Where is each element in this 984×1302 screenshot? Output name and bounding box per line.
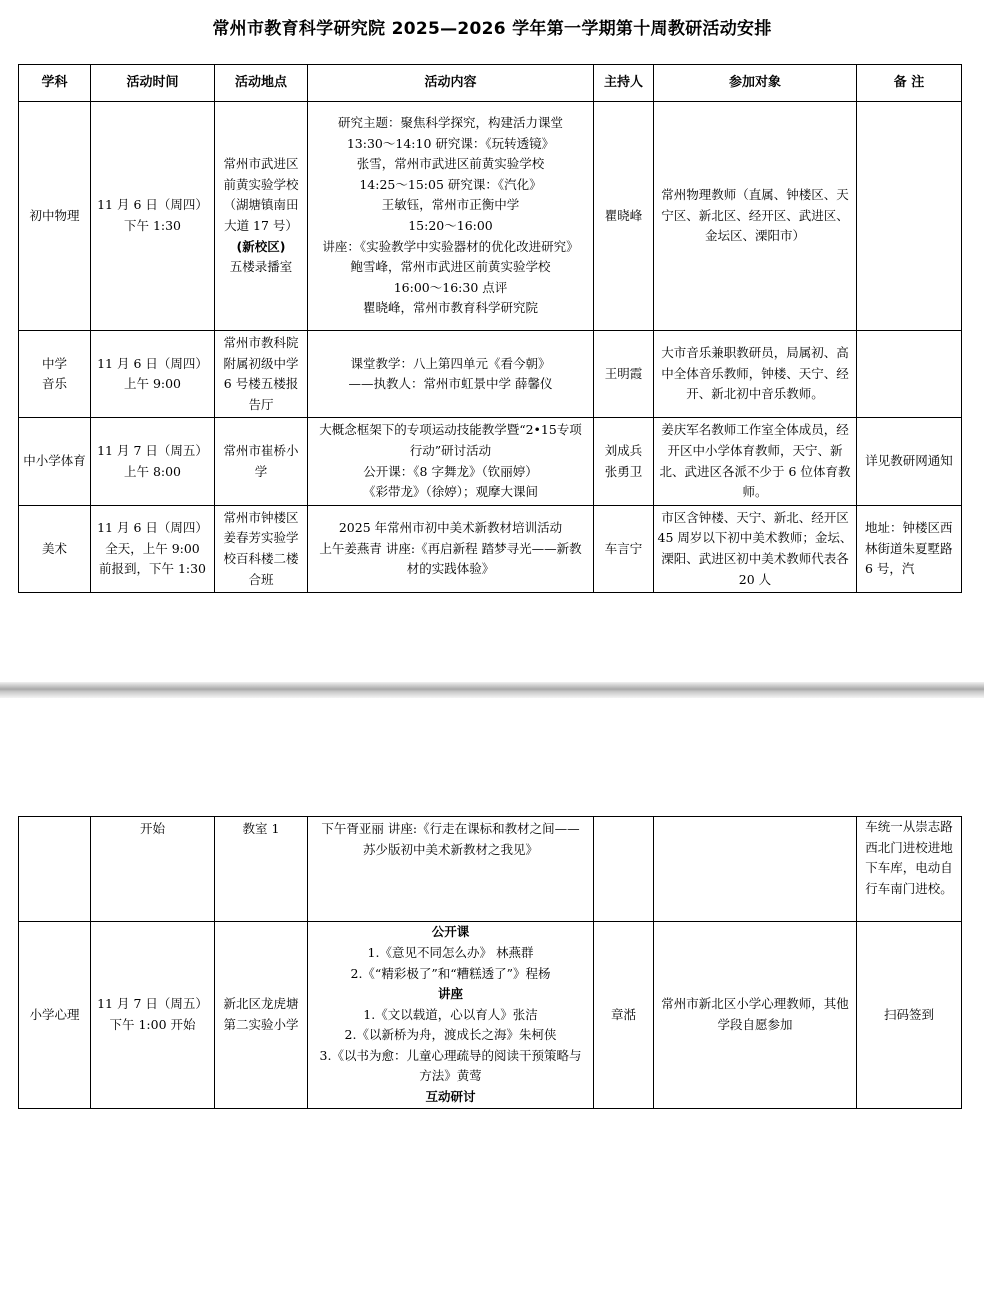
time-cell: 11 月 6 日（周四） 全天，上午 9:00 前报到，下午 1:30 — [91, 505, 215, 592]
table-row — [19, 102, 962, 331]
schedule-table-page1 — [18, 64, 962, 593]
content-heading: 公开课 — [431, 924, 470, 940]
subject-cell: 美术 — [19, 505, 91, 592]
participants-cell: 姜庆军名教师工作室全体成员，经开区中小学体育教师，天宁、新北、武进区各派不少于 6 位体育教师。 — [654, 418, 857, 505]
table-row — [19, 817, 962, 922]
header-note: 备 注 — [857, 65, 962, 102]
content-cell: 公开课 1.《意见不同怎么办》 林燕群 2.《“精彩极了”和“糟糕透了”》程杨 讲座 1.《文以载道，心以育人》张洁 2.《以新桥为舟，渡成长之海》朱柯侠 3.《以书为愈：儿童心理疏导的阅读干预策略与方法》黄莺 互动研讨 — [308, 922, 594, 1109]
host-cell: 刘成兵 张勇卫 — [594, 418, 654, 505]
participants-cell: 大市音乐兼职教研员，局属初、高中全体音乐教师，钟楼、天宁、经开、新北初中音乐教师。 — [654, 331, 857, 418]
host-cell — [594, 817, 654, 922]
place-cell: 新北区龙虎塘第二实验小学 — [215, 922, 308, 1109]
host-cell: 瞿晓峰 — [594, 102, 654, 331]
subject-cell: 小学心理 — [19, 922, 91, 1109]
table-row — [19, 331, 962, 418]
schedule-table-page2 — [18, 816, 962, 1109]
subject-cell — [19, 817, 91, 922]
place-cell: 教室 1 — [215, 817, 308, 922]
page-break-divider — [0, 682, 984, 698]
header-row — [19, 65, 962, 102]
table-row — [19, 922, 962, 1109]
subject-cell: 中学音乐 — [19, 331, 91, 418]
time-cell: 11 月 7 日（周五） 上午 8:00 — [91, 418, 215, 505]
place-room: 五楼录播室 — [229, 259, 293, 275]
header-participants: 参加对象 — [654, 65, 857, 102]
place-campus: (新校区) — [236, 238, 286, 254]
note-cell: 地址：钟楼区西林街道朱夏墅路 6 号，汽 — [857, 505, 962, 592]
content-cell: 2025 年常州市初中美术新教材培训活动 上午姜燕青 讲座:《再启新程 踏梦寻光——新教材的实践体验》 — [308, 505, 594, 592]
time-cell: 开始 — [91, 817, 215, 922]
place-cell: 常州市钟楼区姜春芳实验学校百科楼二楼合班 — [215, 505, 308, 592]
header-place: 活动地点 — [215, 65, 308, 102]
time-cell: 11 月 6 日（周四） 下午 1:30 — [91, 102, 215, 331]
note-cell: 详见教研网通知 — [857, 418, 962, 505]
participants-cell: 市区含钟楼、天宁、新北、经开区 45 周岁以下初中美术教师；金坛、溧阳、武进区初中美术教师代表各 20 人 — [654, 505, 857, 592]
page-title: 常州市教育科学研究院 2025—2026 学年第一学期第十周教研活动安排 — [212, 19, 772, 39]
place-cell: 常州市教科院附属初级中学 6 号楼五楼报告厅 — [215, 331, 308, 418]
note-cell: 车统一从崇志路西北门进校进地下车库，电动自行车南门进校。 — [857, 817, 962, 922]
place-cell — [215, 102, 308, 331]
host-cell: 车言宁 — [594, 505, 654, 592]
subject-cell: 中小学体育 — [19, 418, 91, 505]
header-subject: 学科 — [19, 65, 91, 102]
host-cell: 章湉 — [594, 922, 654, 1109]
time-cell: 11 月 6 日（周四） 上午 9:00 — [91, 331, 215, 418]
place-text: 常州市武进区前黄实验学校（湖塘镇南田大道 17 号） — [223, 156, 299, 233]
table-row — [19, 418, 962, 505]
content-cell: 下午胥亚丽 讲座:《行走在课标和教材之间——苏少版初中美术新教材之我见》 — [308, 817, 594, 922]
note-cell — [857, 331, 962, 418]
content-heading: 讲座 — [437, 986, 463, 1002]
content-heading: 互动研讨 — [425, 1089, 476, 1105]
header-host: 主持人 — [594, 65, 654, 102]
time-cell: 11 月 7 日（周五） 下午 1:00 开始 — [91, 922, 215, 1109]
content-cell: 课堂教学：八上第四单元《看今朝》 ——执教人：常州市虹景中学 薛馨仪 — [308, 331, 594, 418]
note-cell — [857, 102, 962, 331]
content-cell: 研究主题：聚焦科学探究，构建活力课堂 13:30～14:10 研究课：《玩转透镜》 张雪，常州市武进区前黄实验学校 14:25～15:05 研究课：《汽化》 王敏钰，常州市正衡中学 15:20～16:00 讲座：《实验教学中实验器材的优化改进研究》 鲍雪峰，常州市武进区前黄实验学校 16:00～16:30 点评 瞿晓峰，常州市教育科学研究院 — [308, 102, 594, 331]
header-time: 活动时间 — [91, 65, 215, 102]
table-row — [19, 505, 962, 592]
header-content: 活动内容 — [308, 65, 594, 102]
participants-cell — [654, 817, 857, 922]
subject-cell: 初中物理 — [19, 102, 91, 331]
content-cell: 大概念框架下的专项运动技能教学暨“2•15专项行动”研讨活动 公开课：《8 字舞龙》（钦丽婷） 《彩带龙》（徐婷）；观摩大课间 — [308, 418, 594, 505]
host-cell: 王明霞 — [594, 331, 654, 418]
place-cell: 常州市崔桥小学 — [215, 418, 308, 505]
participants-cell: 常州物理教师（直属、钟楼区、天宁区、新北区、经开区、武进区、金坛区、溧阳市） — [654, 102, 857, 331]
participants-cell: 常州市新北区小学心理教师，其他学段自愿参加 — [654, 922, 857, 1109]
note-cell: 扫码签到 — [857, 922, 962, 1109]
